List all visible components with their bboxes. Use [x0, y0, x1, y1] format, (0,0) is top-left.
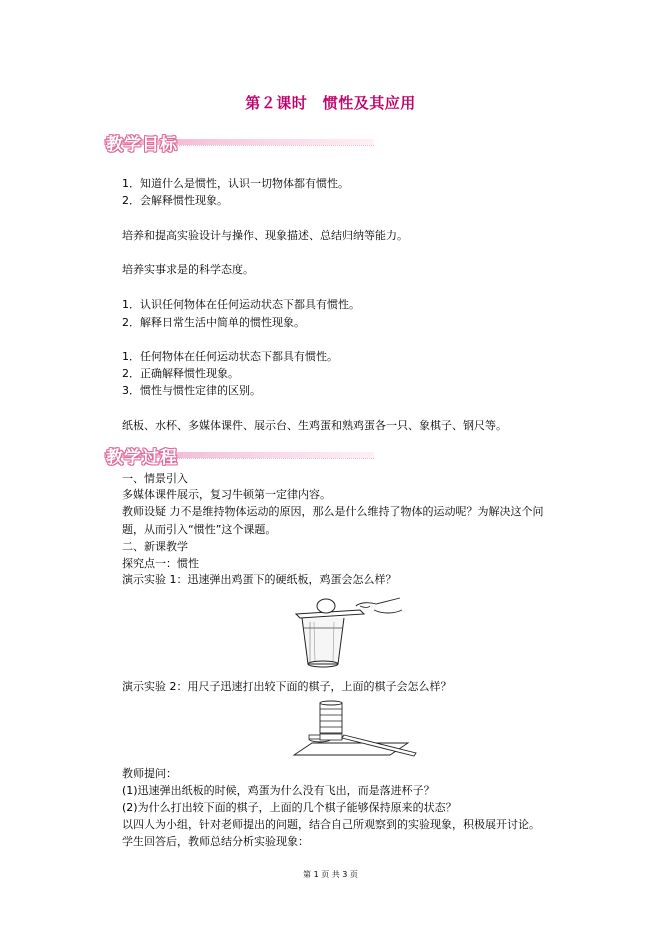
difficulty-1: 1．任何物体在任何运动状态下都具有惯性。 [122, 350, 338, 363]
objective-ability: 培养和提高实验设计与操作、现象描述、总结归纳等能力。 [122, 229, 408, 242]
section-1-line-1: 多媒体课件展示，复习牛顿第一定律内容。 [122, 488, 331, 501]
objectives-banner [104, 130, 374, 155]
process-banner-label: 教学过程 [106, 448, 178, 468]
demo-experiment-2: 演示实验 2：用尺子迅速打出较下面的棋子，上面的棋子会怎么样？ [122, 680, 452, 693]
teacher-summary: 学生回答后，教师总结分析实验现象： [122, 835, 309, 848]
teacher-question-2: (2)为什么打出较下面的棋子，上面的几个棋子能够保持原来的状态？ [122, 801, 457, 814]
lesson-title: 第２课时 惯性及其应用 [245, 94, 416, 112]
banner-dotted-line [174, 458, 374, 460]
chess-stack-experiment-figure [290, 697, 420, 761]
difficulty-3: 3．惯性与惯性定律的区别。 [122, 384, 261, 397]
key-point-2: 2．解释日常生活中简单的惯性现象。 [122, 316, 305, 329]
objective-knowledge-1: 1．知道什么是惯性，认识一切物体都有惯性。 [122, 177, 349, 190]
egg-cup-experiment-figure [290, 592, 410, 670]
teacher-question-1: (1)迅速弹出纸板的时候，鸡蛋为什么没有飞出，而是落进杯子？ [122, 784, 435, 797]
teacher-question-label: 教师提问： [122, 767, 177, 780]
process-banner [104, 443, 374, 468]
objective-attitude: 培养实事求是的科学态度。 [122, 263, 254, 276]
group-discussion: 以四人为小组，针对老师提出的问题，结合自己所观察到的实验现象，积极展开讨论。 [122, 818, 540, 831]
section-2-heading: 二、新课教学 [122, 540, 188, 553]
materials-list: 纸板、水杯、多媒体课件、展示台、生鸡蛋和熟鸡蛋各一只、象棋子、钢尺等。 [122, 419, 507, 432]
key-point-1: 1．认识任何物体在任何运动状态下都具有惯性。 [122, 298, 360, 311]
section-1-paragraph: 教师设疑 力不是维持物体运动的原因，那么是什么维持了物体的运动呢？为解决这个问题，从而引入“惯性”这个课题。 [122, 505, 544, 536]
section-1-heading: 一、情景引入 [122, 472, 188, 485]
difficulty-2: 2．正确解释惯性现象。 [122, 367, 239, 380]
objectives-banner-label: 教学目标 [106, 135, 178, 155]
page-number-footer: 第 1 页 共 3 页 [303, 870, 358, 879]
demo-experiment-1: 演示实验 1：迅速弹出鸡蛋下的硬纸板，鸡蛋会怎么样？ [122, 573, 397, 586]
banner-dotted-line [174, 145, 374, 147]
objective-knowledge-2: 2．会解释惯性现象。 [122, 194, 228, 207]
explore-point-1: 探究点一：惯性 [122, 557, 199, 570]
